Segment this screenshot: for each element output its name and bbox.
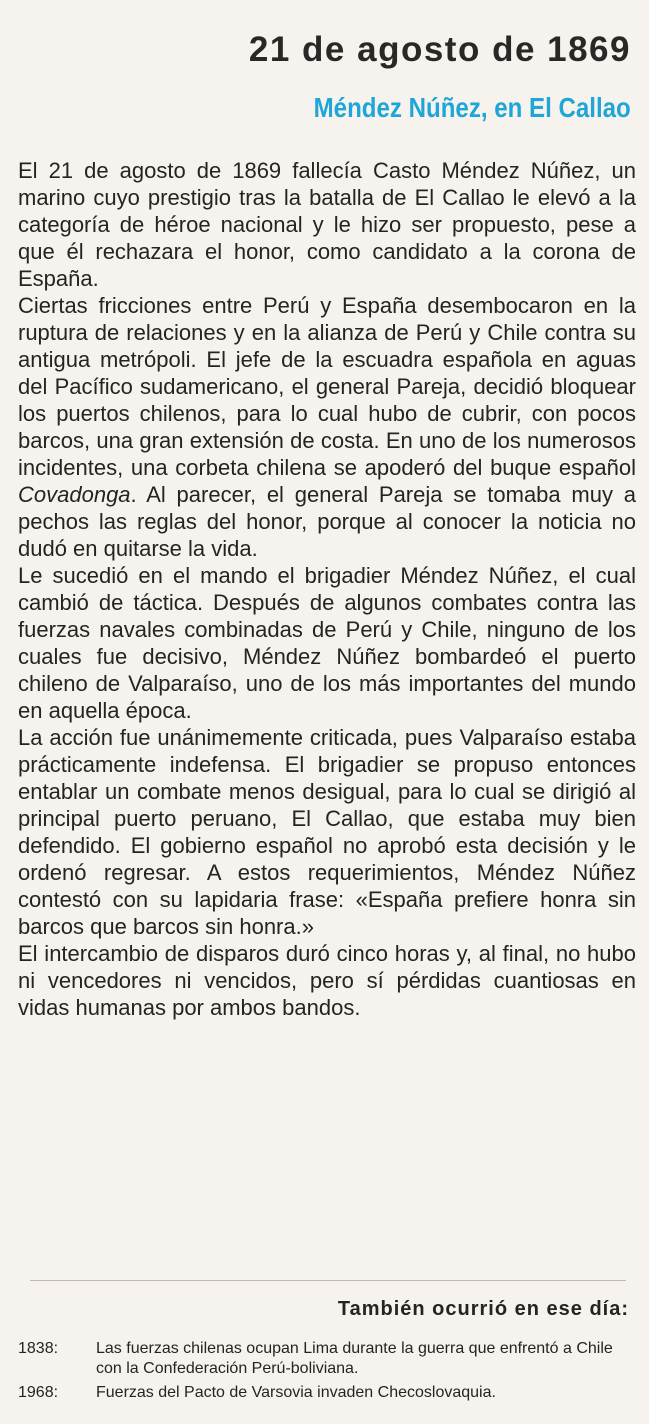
paragraph-3: Le sucedió en el mando el brigadier Méndez Núñez, el cual cambió de táctica. Después de algunos combates contra las fuerzas navales combinadas de Perú y Chile, ninguno de los cuales fue decisivo, Méndez Núñez bombardeó el puerto chileno de Valparaíso, uno de los más importantes del mundo en aquella época. bbox=[18, 563, 636, 723]
ship-name: Covadonga bbox=[18, 482, 131, 507]
event-year: 1838: bbox=[18, 1340, 59, 1357]
event-item bbox=[18, 1339, 636, 1379]
section-divider bbox=[30, 1280, 626, 1281]
paragraph-2 bbox=[18, 292, 636, 562]
also-happened-heading: También ocurrió en ese día: bbox=[337, 1298, 629, 1320]
event-text: Las fuerzas chilenas ocupan Lima durante la guerra que enfrentó a Chile con la Confederación Perú-boliviana. bbox=[96, 1340, 613, 1377]
article-body bbox=[18, 157, 636, 1021]
page-subtitle: Méndez Núñez, en El Callao bbox=[313, 92, 631, 123]
event-text: Fuerzas del Pacto de Varsovia invaden Checoslovaquia. bbox=[96, 1384, 496, 1401]
paragraph-2-end: . Al parecer, el general Pareja se tomaba muy a pechos las reglas del honor, porque al conocer la noticia no dudó en quitarse la vida. bbox=[18, 482, 636, 561]
paragraph-4: La acción fue unánimemente criticada, pues Valparaíso estaba prácticamente indefensa. El brigadier se propuso entonces entablar un combate menos desigual, para lo cual se dirigió al principal puerto peruano, El Callao, que estaba muy bien defendido. El gobierno español no aprobó esta decisión y le ordenó regresar. A estos requerimientos, Méndez Núñez contestó con su lapidaria frase: «España prefiere honra sin barcos que barcos sin honra.» bbox=[18, 725, 636, 939]
paragraph-1: El 21 de agosto de 1869 fallecía Casto Méndez Núñez, un marino cuyo prestigio tras la batalla de El Callao le elevó a la categoría de héroe nacional y le hizo ser propuesto, pese a que él rechazara el honor, como candidato a la corona de España. bbox=[18, 158, 636, 291]
events-list bbox=[18, 1339, 636, 1407]
event-year: 1968: bbox=[18, 1384, 59, 1401]
paragraph-5: El intercambio de disparos duró cinco horas y, al final, no hubo ni vencedores ni vencidos, pero sí pérdidas cuantiosas en vidas humanas por ambos bandos. bbox=[18, 941, 636, 1020]
event-item bbox=[18, 1383, 636, 1403]
page-title: 21 de agosto de 1869 bbox=[248, 30, 631, 69]
paragraph-2-text: Ciertas fricciones entre Perú y España desembocaron en la ruptura de relaciones y en la alianza de Perú y Chile contra su antigua metrópoli. El jefe de la escuadra española en aguas del Pacífico sudamericano, el general Pareja, decidió bloquear los puertos chilenos, para lo cual hubo de cubrir, con pocos barcos, una gran extensión de costa. En uno de los numerosos incidentes, una corbeta chilena se apoderó del buque español bbox=[18, 293, 636, 480]
